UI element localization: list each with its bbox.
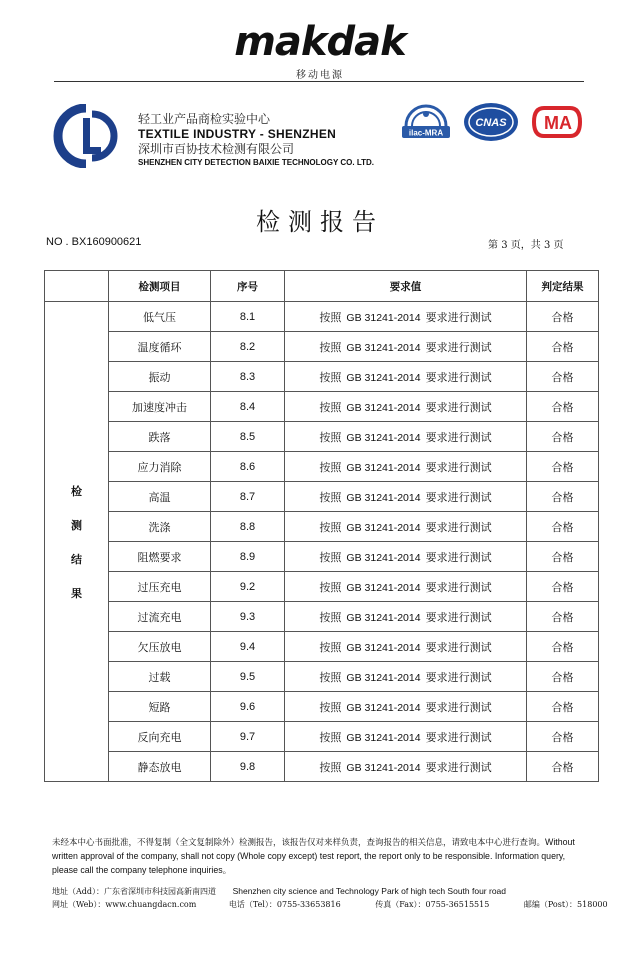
table-row xyxy=(45,602,599,632)
cell-item: 过载 xyxy=(109,662,211,692)
footer-contact-row xyxy=(52,899,608,910)
req-prefix: 按照 xyxy=(319,370,342,384)
req-standard: GB 31241-2014 xyxy=(346,311,421,324)
req-standard: GB 31241-2014 xyxy=(346,491,421,504)
cell-seq: 9.2 xyxy=(211,572,285,602)
cell-result: 合格 xyxy=(527,542,599,572)
cell-result: 合格 xyxy=(527,722,599,752)
page-suffix: 页 xyxy=(553,240,564,251)
cell-requirement xyxy=(285,632,527,662)
req-prefix: 按照 xyxy=(319,760,342,774)
req-standard: GB 31241-2014 xyxy=(346,371,421,384)
table-row xyxy=(45,722,599,752)
table-row xyxy=(45,512,599,542)
cell-requirement xyxy=(285,572,527,602)
req-prefix: 按照 xyxy=(319,310,342,324)
page-title: 检测报告 xyxy=(256,208,384,236)
cell-requirement xyxy=(285,362,527,392)
cell-result: 合格 xyxy=(527,332,599,362)
header-divider xyxy=(54,81,584,82)
cell-result: 合格 xyxy=(527,662,599,692)
req-suffix: 要求进行测试 xyxy=(425,490,492,504)
cell-item: 静态放电 xyxy=(109,752,211,782)
cell-requirement xyxy=(285,452,527,482)
cell-seq: 8.3 xyxy=(211,362,285,392)
req-prefix: 按照 xyxy=(319,520,342,534)
cell-result: 合格 xyxy=(527,602,599,632)
req-suffix: 要求进行测试 xyxy=(425,310,492,324)
side-label-char: 果 xyxy=(71,586,82,600)
cell-item: 过流充电 xyxy=(109,602,211,632)
req-prefix: 按照 xyxy=(319,430,342,444)
table-row xyxy=(45,302,599,332)
cma-icon xyxy=(530,100,584,144)
req-standard: GB 31241-2014 xyxy=(346,461,421,474)
req-prefix: 按照 xyxy=(319,580,342,594)
req-standard: GB 31241-2014 xyxy=(346,401,421,414)
cell-item: 反向充电 xyxy=(109,722,211,752)
req-prefix: 按照 xyxy=(319,700,342,714)
req-standard: GB 31241-2014 xyxy=(346,761,421,774)
cell-requirement xyxy=(285,542,527,572)
cell-seq: 9.3 xyxy=(211,602,285,632)
req-prefix: 按照 xyxy=(319,490,342,504)
header-seq: 序号 xyxy=(211,271,285,302)
cell-result: 合格 xyxy=(527,452,599,482)
cell-item: 跌落 xyxy=(109,422,211,452)
lab-name-cn: 轻工业产品商检实验中心 xyxy=(138,112,271,126)
cell-seq: 8.6 xyxy=(211,452,285,482)
header-requirement: 要求值 xyxy=(285,271,527,302)
header-item: 检测项目 xyxy=(109,271,211,302)
table-row xyxy=(45,332,599,362)
lab-info xyxy=(138,112,374,168)
table-row xyxy=(45,542,599,572)
cell-requirement xyxy=(285,662,527,692)
disclaimer xyxy=(52,836,592,878)
req-suffix: 要求进行测试 xyxy=(425,400,492,414)
cell-item: 温度循环 xyxy=(109,332,211,362)
req-prefix: 按照 xyxy=(319,610,342,624)
footer-fax: 传真（Fax）：0755-36515515 xyxy=(375,900,490,909)
cell-seq: 8.8 xyxy=(211,512,285,542)
req-suffix: 要求进行测试 xyxy=(425,640,492,654)
cell-seq: 8.1 xyxy=(211,302,285,332)
cell-requirement xyxy=(285,392,527,422)
results-table xyxy=(44,270,599,782)
cell-item: 加速度冲击 xyxy=(109,392,211,422)
cell-item: 过压充电 xyxy=(109,572,211,602)
req-suffix: 要求进行测试 xyxy=(425,370,492,384)
footer-address-en: Shenzhen city science and Technology Park of high tech South four road xyxy=(232,886,507,896)
page-current: 3 xyxy=(501,240,508,251)
cell-seq: 9.5 xyxy=(211,662,285,692)
table-row xyxy=(45,752,599,782)
table-row xyxy=(45,632,599,662)
cell-requirement xyxy=(285,752,527,782)
company-name-cn: 深圳市百协技术检测有限公司 xyxy=(138,142,295,156)
req-prefix: 按照 xyxy=(319,460,342,474)
cell-result: 合格 xyxy=(527,692,599,722)
cell-item: 振动 xyxy=(109,362,211,392)
cell-item: 低气压 xyxy=(109,302,211,332)
cell-seq: 8.7 xyxy=(211,482,285,512)
cell-result: 合格 xyxy=(527,752,599,782)
cell-requirement xyxy=(285,302,527,332)
cell-seq: 9.6 xyxy=(211,692,285,722)
req-suffix: 要求进行测试 xyxy=(425,340,492,354)
ilac-mark-text: ilac-MRA xyxy=(408,128,444,138)
req-standard: GB 31241-2014 xyxy=(346,341,421,354)
req-prefix: 按照 xyxy=(319,640,342,654)
cell-seq: 8.5 xyxy=(211,422,285,452)
cell-seq: 9.4 xyxy=(211,632,285,662)
cell-item: 欠压放电 xyxy=(109,632,211,662)
company-name-en: SHENZHEN CITY DETECTION BAIXIE TECHNOLOGY CO. LTD. xyxy=(138,158,375,167)
req-suffix: 要求进行测试 xyxy=(425,670,492,684)
req-prefix: 按照 xyxy=(319,400,342,414)
cnas-mark-text: CNAS xyxy=(475,117,507,129)
page-mid: 页，共 xyxy=(510,240,541,251)
table-row xyxy=(45,452,599,482)
footer-tel: 电话（Tel）：0755-33653816 xyxy=(228,900,341,909)
lab-name-en: TEXTILE INDUSTRY - SHENZHEN xyxy=(138,127,337,141)
cell-requirement xyxy=(285,422,527,452)
table-row xyxy=(45,422,599,452)
req-suffix: 要求进行测试 xyxy=(425,460,492,474)
header-result: 判定结果 xyxy=(527,271,599,302)
cell-result: 合格 xyxy=(527,302,599,332)
req-standard: GB 31241-2014 xyxy=(346,701,421,714)
req-standard: GB 31241-2014 xyxy=(346,581,421,594)
side-label-char: 检 xyxy=(71,484,82,498)
req-prefix: 按照 xyxy=(319,730,342,744)
cell-result: 合格 xyxy=(527,632,599,662)
req-suffix: 要求进行测试 xyxy=(425,760,492,774)
table-row xyxy=(45,362,599,392)
req-suffix: 要求进行测试 xyxy=(425,700,492,714)
req-prefix: 按照 xyxy=(319,550,342,564)
page-prefix: 第 xyxy=(488,240,498,251)
cell-seq: 8.4 xyxy=(211,392,285,422)
cell-seq: 9.8 xyxy=(211,752,285,782)
cell-item: 应力消除 xyxy=(109,452,211,482)
req-suffix: 要求进行测试 xyxy=(425,610,492,624)
req-standard: GB 31241-2014 xyxy=(346,731,421,744)
table-row xyxy=(45,482,599,512)
disclaimer-en: Without written approval of the company, shall not copy (Whole copy except) test report, the report only to be responsible. Information query, please call the company telephone inquiries。 xyxy=(52,837,575,875)
req-standard: GB 31241-2014 xyxy=(346,671,421,684)
req-standard: GB 31241-2014 xyxy=(346,641,421,654)
req-suffix: 要求进行测试 xyxy=(425,520,492,534)
footer-web: 网址（Web）：www.chuangdacn.com xyxy=(52,900,197,909)
cell-result: 合格 xyxy=(527,392,599,422)
cell-requirement xyxy=(285,482,527,512)
table-header-row xyxy=(45,271,599,302)
req-suffix: 要求进行测试 xyxy=(425,730,492,744)
cell-requirement xyxy=(285,602,527,632)
cell-result: 合格 xyxy=(527,512,599,542)
brand-header xyxy=(0,20,640,81)
cell-requirement xyxy=(285,332,527,362)
table-row xyxy=(45,662,599,692)
req-standard: GB 31241-2014 xyxy=(346,431,421,444)
table-row xyxy=(45,392,599,422)
brand-subtitle: 移动电源 xyxy=(296,70,344,81)
req-suffix: 要求进行测试 xyxy=(425,580,492,594)
cell-item: 洗涤 xyxy=(109,512,211,542)
table-row xyxy=(45,692,599,722)
cell-seq: 8.9 xyxy=(211,542,285,572)
req-suffix: 要求进行测试 xyxy=(425,550,492,564)
footer-address: 地址（Add）：广东省深圳市科技园高新南四道 xyxy=(52,887,217,896)
req-standard: GB 31241-2014 xyxy=(346,551,421,564)
cell-result: 合格 xyxy=(527,362,599,392)
cnas-icon xyxy=(462,100,520,144)
req-standard: GB 31241-2014 xyxy=(346,611,421,624)
side-label-char: 测 xyxy=(71,518,82,532)
side-label-cell xyxy=(45,302,109,782)
footer-post: 邮编（Post）：518000 xyxy=(523,900,608,909)
cell-item: 短路 xyxy=(109,692,211,722)
cell-result: 合格 xyxy=(527,572,599,602)
ilac-mra-icon xyxy=(398,100,454,144)
cell-seq: 8.2 xyxy=(211,332,285,362)
page-indicator xyxy=(488,236,564,251)
req-suffix: 要求进行测试 xyxy=(425,430,492,444)
report-number: NO . BX160900621 xyxy=(46,236,142,248)
req-standard: GB 31241-2014 xyxy=(346,521,421,534)
cell-result: 合格 xyxy=(527,422,599,452)
cell-result: 合格 xyxy=(527,482,599,512)
brand-name: makdak xyxy=(234,19,406,65)
side-header-cell xyxy=(45,271,109,302)
footer-address-row xyxy=(52,886,506,897)
cell-item: 阻燃要求 xyxy=(109,542,211,572)
cell-requirement xyxy=(285,512,527,542)
lab-logo-icon xyxy=(52,104,120,168)
cell-item: 高温 xyxy=(109,482,211,512)
page-total: 3 xyxy=(543,240,551,251)
cell-requirement xyxy=(285,722,527,752)
cell-requirement xyxy=(285,692,527,722)
req-prefix: 按照 xyxy=(319,670,342,684)
ma-mark-text: MA xyxy=(544,113,572,133)
side-label-char: 结 xyxy=(71,552,82,566)
cell-seq: 9.7 xyxy=(211,722,285,752)
req-prefix: 按照 xyxy=(319,340,342,354)
disclaimer-cn: 未经本中心书面批准，不得复制（全文复制除外）检测报告，该报告仅对来样负责，查询报告的相关信息，请致电本中心进行查询。 xyxy=(52,838,546,848)
table-row xyxy=(45,572,599,602)
